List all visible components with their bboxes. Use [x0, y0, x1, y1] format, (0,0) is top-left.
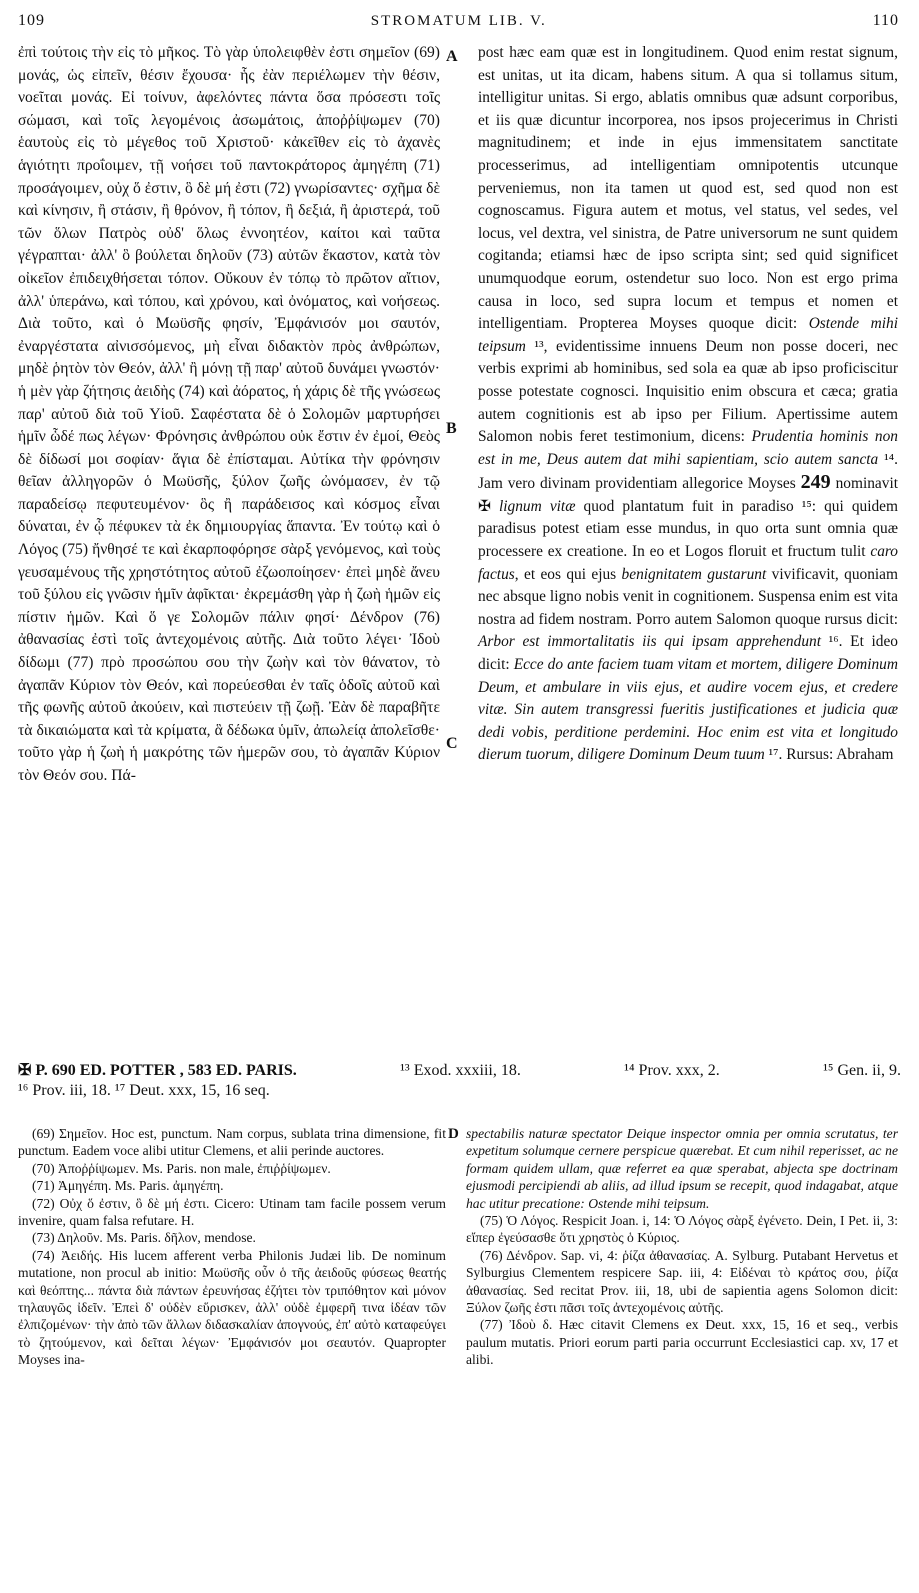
- latin-column: [478, 42, 898, 767]
- right-page-number: 110: [872, 12, 899, 29]
- latin-quote-1: Ostende mihi teipsum: [478, 315, 898, 355]
- note-76: (76) Δένδρον. Sap. vi, 4: ῥίζα ἀθανασίας. A. Sylburg. Putabant Hervetus et Sylburgius Clementem respicere Sap. iii, 4: Εἰδέναι τὸ κράτος σου, ῥίζα ἀθανασίας. Sed recitat Prov. iii, 18, ubi de sapientia agens Solomon dicit: Ξύλον ζωῆς ἐστι πᾶσι τοῖς ἀντεχομένοις αὐτῆς.: [466, 1247, 898, 1316]
- ref-14: ¹⁴ Prov. xxx, 2.: [624, 1062, 720, 1079]
- latin-text: [478, 42, 898, 767]
- page-header: [18, 6, 899, 36]
- latin-quote-3: lignum vitæ: [498, 497, 576, 515]
- latin-seg-9: ¹⁷. Rursus: Abraham: [764, 746, 894, 764]
- latin-seg-5: quod plantatum fuit in paradiso ¹⁵: qui quidem paradisus potest etiam esse mundus, in quo orta sunt omnia quæ processere ex creatione. In eo et Logos floruit et fructum tulit: [478, 497, 898, 561]
- note-73: (73) Δηλοῦν. Ms. Paris. δῆλον, mendose.: [32, 1230, 256, 1246]
- notes-right-column: [466, 1125, 898, 1369]
- edition-reference: ✠ P. 690 ED. POTTER , 583 ED. PARIS.: [18, 1062, 297, 1079]
- latin-quote-7: Ecce do ante faciem tuam vitam et mortem, diligere Dominum Deum, et ambulare in viis ejus, et audire vocem ejus, et credere vitæ. Sin autem transgressi fueritis justificationes et judicia quæ dedi vobis, perditione perdemini. Hoc enim est vita et longitudo dierum tuorum, diligere Dominum Deum tuum: [478, 656, 898, 764]
- ref-13: ¹³ Exod. xxxiii, 18.: [400, 1062, 521, 1079]
- latin-seg-6: , et eos qui ejus: [514, 565, 617, 583]
- note-69: (69) Σημεῖον. Hoc est, punctum. Nam corpus, sublata trina dimensione, fit punctum. Eadem voce alibi utitur Clemens, et alii perinde auctores.: [18, 1126, 446, 1159]
- footline-row-2: ¹⁶ Prov. iii, 18. ¹⁷ Deut. xxx, 15, 16 seq.: [18, 1082, 270, 1099]
- margin-letter-a: A: [446, 48, 458, 65]
- greek-column: [18, 42, 440, 788]
- latin-seg-1: post hæc eam quæ est in longitudinem. Quod enim restat signum, est unitas, ut ita dicam, habens situm. A qua si tollamus situm, intelligitur unitas. Si ergo, ablatis omnibus quæ adsunt corporibus, et iis quæ dicuntur incorporea, nos ipsos projecerimus in Christi magnitudinem; et inde in ejus immensitatem sanctitate processerimus, ad intelligentiam omnipotentis utcunque perveniemus, non ita tamen ut quod est, sed quod non est cognoscamus. Figura autem et motus, vel status, vel sedes, vel locus, vel dextra, vel sinistra, de Patre universorum ne sunt quidem cogitanda; etiamsi hæc de ipso scripta sint; sed quid significet unumquodque eorum, ostendetur suo loco. Non est ergo prima causa in loco, sed supra locum et tempus et nomen et intelligentiam. Propterea Moyses quoque dicit:: [478, 44, 898, 333]
- latin-quote-6: Arbor est immortalitatis iis qui ipsam apprehendunt: [478, 633, 821, 651]
- latin-seg-4: nominavit ✠: [478, 475, 898, 515]
- latin-quote-2: Prudentia hominis non est in me, Deus autem dat mihi sapientiam, scio autem sancta: [478, 428, 898, 468]
- latin-quote-4: caro factus: [478, 543, 898, 583]
- margin-letter-b: B: [446, 420, 457, 437]
- footline-row-1: [18, 1061, 901, 1081]
- notes-left-column: [18, 1125, 446, 1369]
- reference-footline: [18, 1061, 901, 1101]
- note-75: (75) Ὁ Λόγος. Respicit Joan. i, 14: Ὁ Λόγος σὰρξ ἐγένετο. Dein, I Pet. ii, 3: εἴπερ ἐγεύσασθε ὅτι χρηστὸς ὁ Κύριος.: [466, 1213, 898, 1246]
- latin-seg-8: ¹⁶. Et ideo dicit:: [478, 633, 899, 674]
- left-page-number: 109: [18, 12, 45, 29]
- note-70: (70) Ἀποῤῥίψωμεν. Ms. Paris. non male, ἐπιῤῥίψωμεν.: [32, 1160, 331, 1176]
- running-title: STROMATUM LIB. V.: [370, 12, 547, 29]
- greek-text: ἐπὶ τούτοις τὴν εἰς τὸ μῆκος. Τὸ γὰρ ὑπολειφθὲν ἐστι σημεῖον (69) μονάς, ὡς εἰπεῖν, θέσιν ἔχουσα· ἧς ἐὰν περιέλωμεν τὴν θέσιν, νοεῖται μονάς. Εἰ τοίνυν, ἀφελόντες πάντα ὅσα πρόσεστι τοῖς σώμασι, καὶ τοῖς λεγομένοις ἀσωμάτοις, ἀποῤῥίψωμεν (70) ἑαυτοὺς εἰς τὸ μέγεθος τοῦ Χριστοῦ· κἀκεῖθεν εἰς τὸ ἀχανὲς ἁγιότητι προΐοιμεν, τῇ νοήσει τοῦ παντοκράτορος ἀμηγέπη (71) προσάγοιμεν, οὐχ ὅ ἐστιν, ὃ δὲ μή ἐστι (72) γνωρίσαντες· σχῆμα δὲ καὶ κίνησιν, ἢ στάσιν, ἢ θρόνον, ἢ τόπον, ἢ δεξιά, ἢ ἀριστερά, τοῦ τῶν ὅλων Πατρὸς οὐδ' ὅλως ἐννοητέον, καίτοι καὶ ταῦτα γέγραπται· ἀλλ' ὃ βούλεται δηλοῦν (73) αὐτῶν ἕκαστον, κατὰ τὸν οἰκεῖον ἐπιδειχθήσεται τόπον. Οὔκουν ἐν τόπῳ τὸ πρῶτον αἴτιον, ἀλλ' ὑπεράνω, καὶ τόπου, καὶ χρόνου, καὶ ὀνόματος, καὶ νοήσεως. Διὰ τοῦτο, καὶ ὁ Μωϋσῆς φησίν, Ἐμφάνισόν μοι σαυτόν, ἐναργέστατα αἰνισσόμενος, μὴ εἶναι διδακτὸν πρὸς ἀνθρώπων, μηδὲ ῥητὸν τὸν Θεόν, ἀλλ' ἢ μόνῃ τῇ παρ' αὐτοῦ δυνάμει γνωστόν· ἡ μὲν γὰρ ζήτησις ἀειδὴς (74) καὶ ἀόρατος, ἡ χάρις δὲ τῆς γνώσεως παρ' αὐτοῦ διὰ τοῦ Υἱοῦ. Σαφέστατα δὲ ὁ Σολομῶν μαρτυρήσει ἡμῖν ὧδέ πως λέγων· Φρόνησις ἀνθρώπου οὐκ ἔστιν ἐν ἐμοί, Θεὸς δὲ δίδωσί μοι σοφίαν· ἅγια δὲ ἐπίσταμαι. Αὐτίκα τὴν φρόνησιν θεῖαν ἀλληγορῶν ὁ Μωϋσῆς, ξύλον ζωῆς ὠνόμασεν, ἐν τῷ παραδείσῳ πεφυτευμένον· ὃς ἢ παράδεισος καὶ κόσμος εἶναι δύναται, ἐν ᾧ πέφυκεν τὰ ἐκ δημιουργίας ἅπαντα. Ἐν τούτῳ καὶ ὁ Λόγος (75) ἤνθησέ τε καὶ ἐκαρποφόρησε σὰρξ γενόμενος, καὶ τοὺς γευσαμένους τῆς χρηστότητος αὐτοῦ ἐζωοποίησεν· ἐπεὶ μηδὲ ἄνευ τοῦ ξύλου εἰς γνῶσιν ἡμῖν ἀφῖκται· ἐκρεμάσθη γὰρ ἡ ζωὴ ἡμῶν εἰς πίστιν ἡμῶν. Καὶ ὅ γε Σολομῶν πάλιν φησί· Δένδρον (76) ἀθανασίας ἐστὶ τοῖς ἀντεχομένοις αὐτῆς. Διὰ τοῦτο λέγει· Ἰδοὺ δίδωμι (77) πρὸ προσώπου σου τὴν ζωὴν καὶ τὸν θάνατον, τὸ ἀγαπᾶν Κύριον τὸν Θεόν, καὶ πορεύεσθαι ἐν ταῖς ὁδοῖς αὐτοῦ καὶ τῆς φωνῆς αὐτοῦ ἀκούειν, καὶ πιστεύειν τῇ ζωῇ. Ἐὰν δὲ παραβῆτε τὰ δικαιώματα καὶ τὰ κρίματα, ἃ δέδωκα ὑμῖν, ἀπωλείᾳ ἀπολεῖσθε· τοῦτο γὰρ ἡ ζωὴ ἡ μακρότης τῶν ἡμερῶν σου, τὸ ἀγαπᾶν Κύριον τὸν Θεόν σου. Πά-: [18, 44, 440, 784]
- note-72: (72) Οὐχ ὅ ἐστιν, ὃ δὲ μή ἐστι. Cicero: Utinam tam facile possem verum invenire, quam falsa refutare. H.: [18, 1195, 446, 1229]
- margin-letter-c: C: [446, 735, 458, 752]
- note-74-continued: spectabilis naturæ spectator Deique inspector omnia per omnia scrutatus, ter expetitum solumque cernere perspicue quærebat. Et cum nihil reperisset, ac ne formam quidem ullam, quæ referret ea quæ sperabat, abjecta spe doctrinam ejusmodi percipiendi ab aliis, ad illud ipsum se recepit, quod indagabat, atque hac utitur precatione: Ostende mihi teipsum.: [466, 1126, 898, 1211]
- note-74: (74) Ἀειδής. His lucem afferent verba Philonis Judæi lib. De nominum mutatione, non procul ab initio: Μωϋσῆς οὖν ὁ τῆς ἀειδοῦς φύσεως θεατής καὶ θεόπτης... πάντα διὰ πάντων ἐρευνήσας ἐζήτει τὸν τριπόθητον καὶ μόνον τηλαυγῶς ἰδεῖν. Ἐπεὶ δ' οὐδὲν εὕρισκεν, ἀλλ' οὐδὲ ἐμφερῆ τινα ἰδέαν τῶν ἐλπιζομένων· τὴν ἀπὸ τῶν ἄλλων διδασκαλίαν ἀπογνούς, ἐπ' αὐτὸ καταφεύγει τὸ ζητούμενον, καὶ δεῖται λέγων· Ἐμφάνισόν μοι σεαυτόν. Quapropter Moyses ina-: [18, 1247, 446, 1368]
- margin-letter-d: D: [448, 1126, 459, 1142]
- latin-seg-2: ¹³, evidentissime innuens Deum non posse doceri, nec verbis exprimi ab hominibus, sed sola ea quæ ab ipso proficiscitur posse potestate cognosci. Inquisitio enim obscura et cæca; gratia autem cognitionis est ab ipso per Filium. Apertissime autem Salomon nobis feret testimonium, dicens:: [478, 337, 898, 446]
- latin-seg-3: ¹⁴. Jam vero divinam providentiam allegorice Moyses: [478, 450, 898, 493]
- ref-15: ¹⁵ Gen. ii, 9.: [823, 1062, 901, 1079]
- note-77: (77) Ἰδοὺ δ. Hæc citavit Clemens ex Deut. xxx, 15, 16 et seq., verbis paulum mutatis. Priori eorum parti paria occurrunt Ecclesiastici cap. xv, 17 et alibi.: [466, 1317, 898, 1368]
- latin-quote-5: benignitatem gustarunt: [621, 565, 767, 583]
- migne-column-number: 249: [800, 471, 831, 494]
- note-71: (71) Ἀμηγέπη. Ms. Paris. ἀμηγέπη.: [32, 1178, 224, 1194]
- latin-seg-7: vivificavit, quoniam nec absque ligno nobis venit in cognitionem. Suspensa enim est vita nostra ad fidem nostram. Porro autem Salomon quoque rursus dicit:: [478, 565, 898, 628]
